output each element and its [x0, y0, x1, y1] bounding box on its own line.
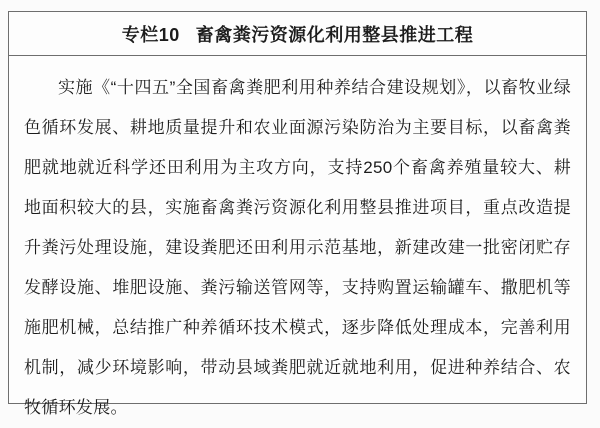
box-body [9, 56, 586, 428]
box-title: 畜禽粪污资源化利用整县推进工程 [195, 24, 474, 45]
box-title-bar [9, 12, 586, 56]
box-body-paragraph: 实施《“十四五”全国畜禽粪肥利用种养结合建设规划》，以畜牧业绿色循环发展、耕地质量提升和农业面源污染防治为主要目标，以畜禽粪肥就地就近科学还田利用为主攻方向，支持250个畜禽养殖量较大、耕地面积较大的县，实施畜禽粪污资源化利用整县推进项目，重点改造提升粪污处理设施，建设粪肥还田利用示范基地，新建改建一批密闭贮存发酵设施、堆肥设施、粪污输送管网等，支持购置运输罐车、撒肥机等施肥机械，总结推广种养循环技术模式，逐步降低处理成本，完善利用机制，减少环境影响，带动县域粪肥就近就地利用，促进种养结合、农牧循环发展。 [24, 78, 571, 417]
callout-box [8, 11, 587, 417]
box-number-label: 专栏10 [121, 24, 180, 45]
